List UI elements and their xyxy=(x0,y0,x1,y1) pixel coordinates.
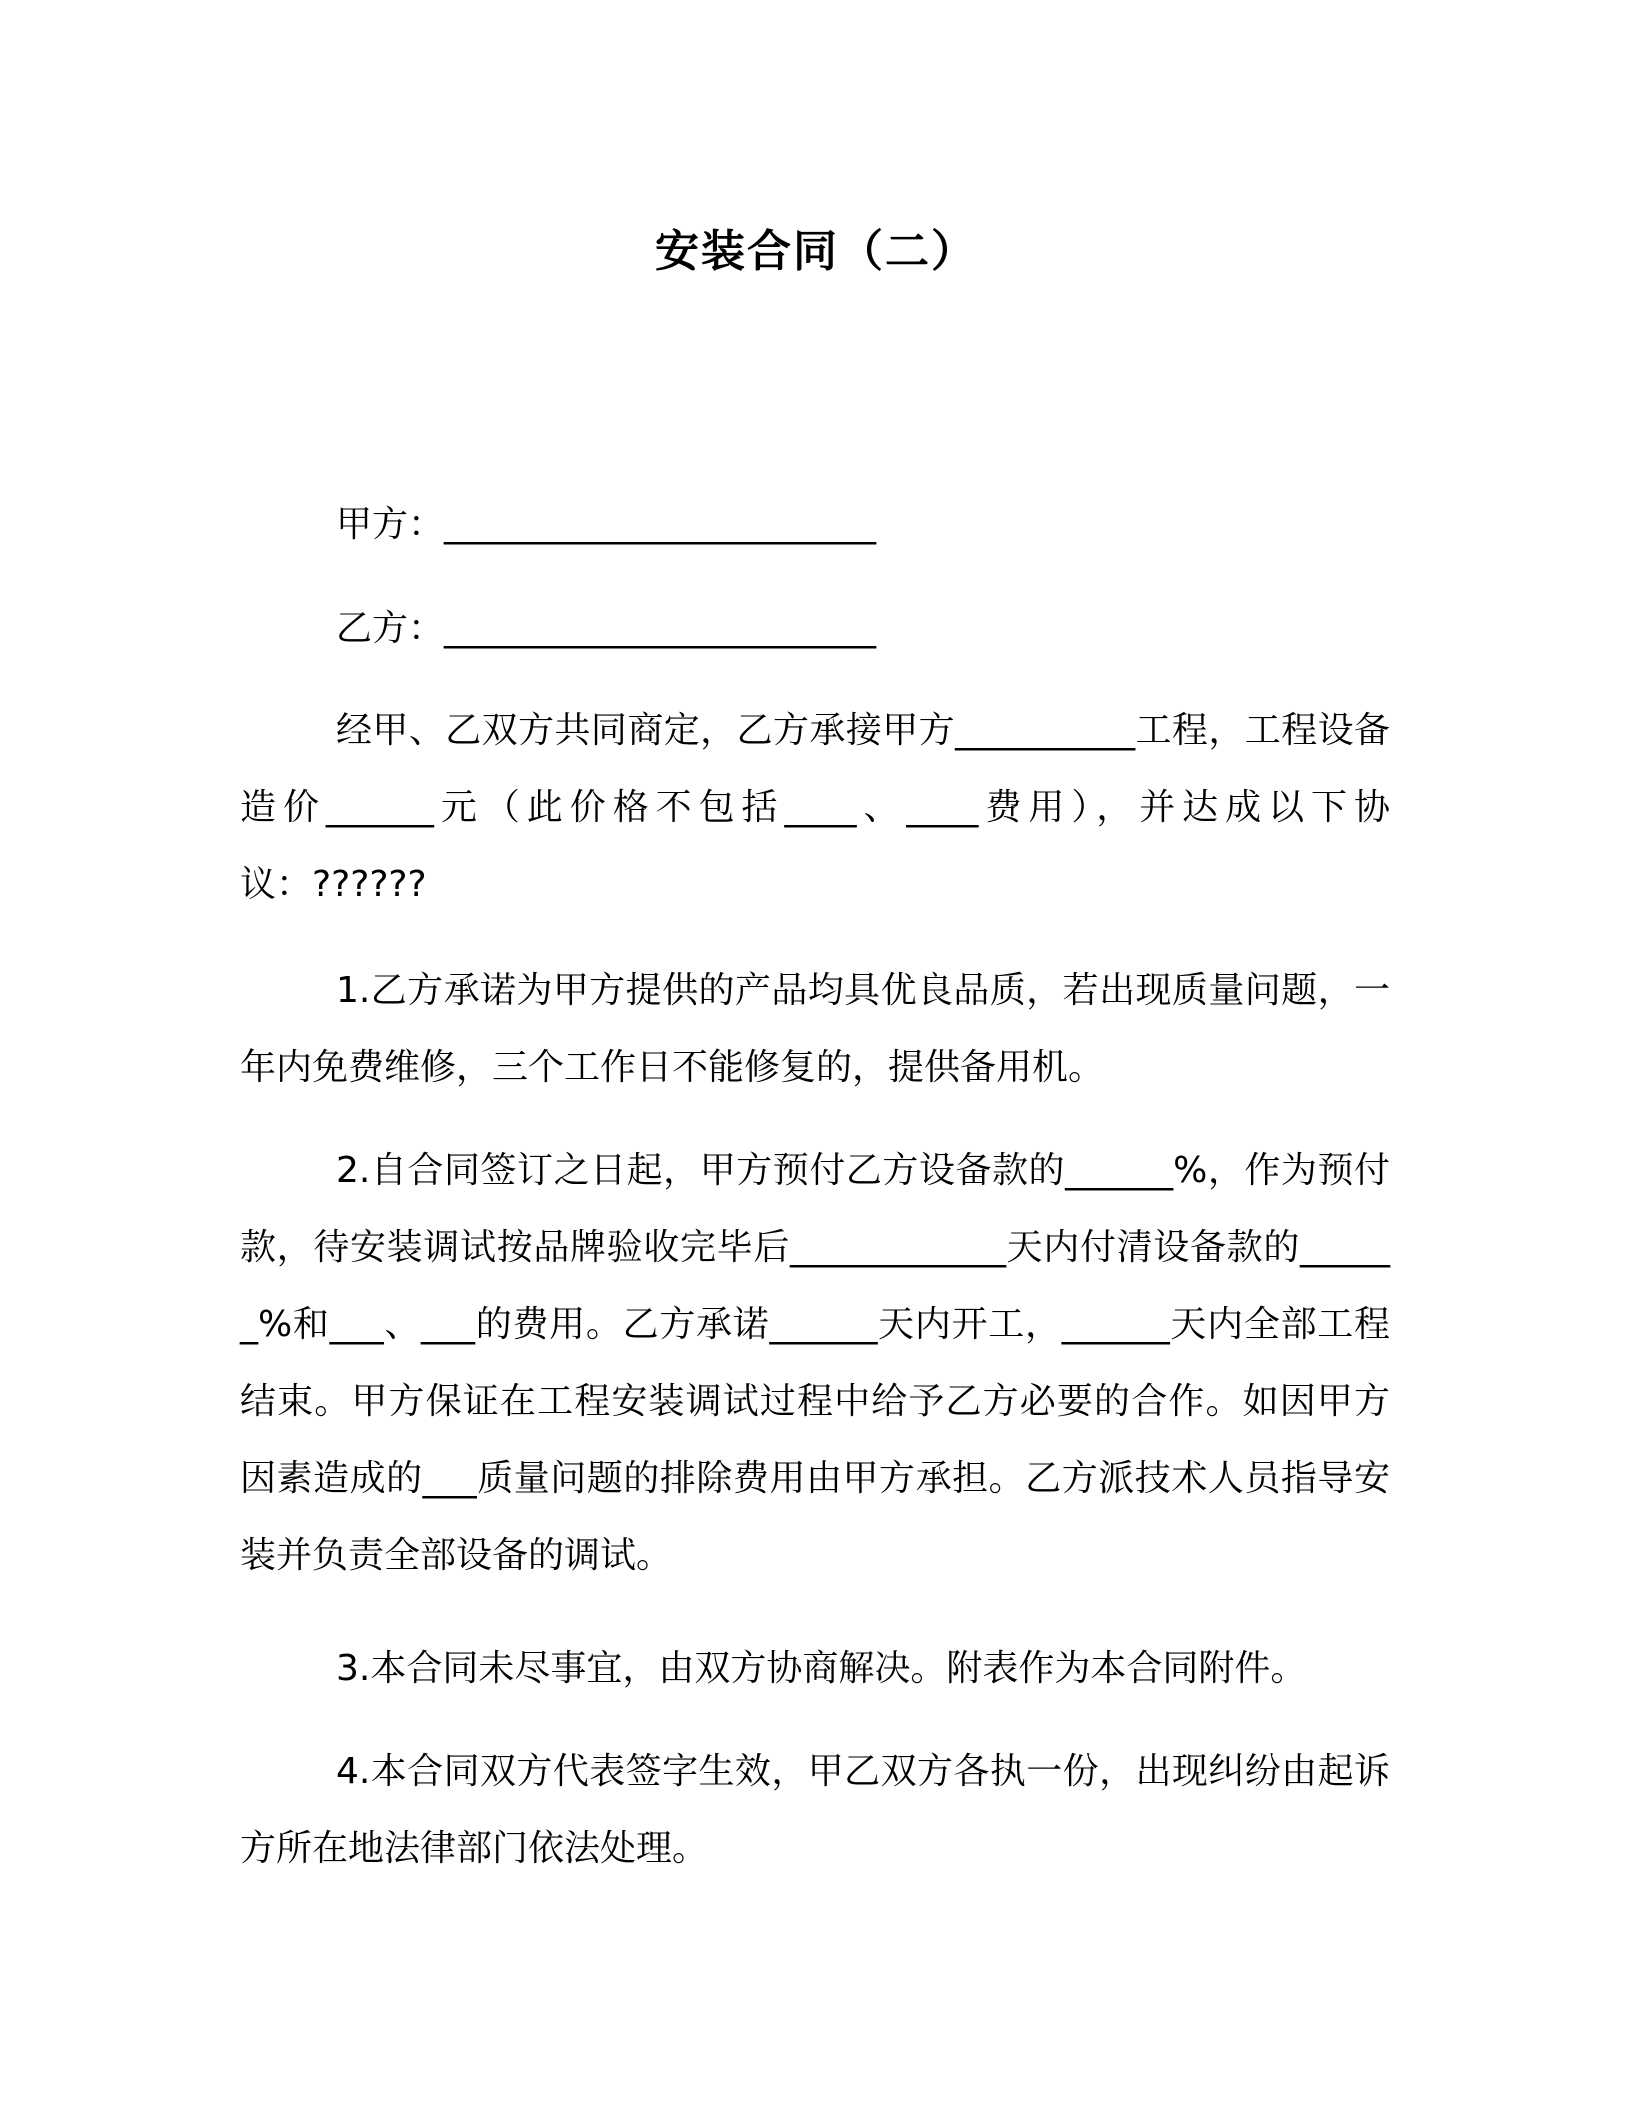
intro-paragraph: 经甲、乙双方共同商定，乙方承接甲方__________工程，工程设备造价______元（此价格不包括____、____费用），并达成以下协议：?????? xyxy=(240,710,1390,905)
clause-3: 3.本合同未尽事宜，由双方协商解决。附表作为本合同附件。 xyxy=(336,1648,1307,1689)
clause-4: 4.本合同双方代表签字生效，甲乙双方各执一份，出现纠纷由起诉方所在地法律部门依法处理。 xyxy=(240,1751,1390,1869)
party-b-line: 乙方：________________________ xyxy=(336,608,877,649)
party-a-line: 甲方：________________________ xyxy=(336,504,877,545)
document-title: 安装合同（二） xyxy=(655,226,977,277)
clause-1: 1.乙方承诺为甲方提供的产品均具优良品质，若出现质量问题，一年内免费维修，三个工作日不能修复的，提供备用机。 xyxy=(240,970,1390,1088)
clause-2: 2.自合同签订之日起，甲方预付乙方设备款的______%，作为预付款，待安装调试按品牌验收完毕后____________天内付清设备款的______%和___、___的费用。乙方承诺______天内开工，______天内全部工程结束。甲方保证在工程安装调试过程中给予乙方必要的合作。如因甲方因素造成的___质量问题的排除费用由甲方承担。乙方派技术人员指导安装并负责全部设备的调试。 xyxy=(240,1150,1390,1576)
